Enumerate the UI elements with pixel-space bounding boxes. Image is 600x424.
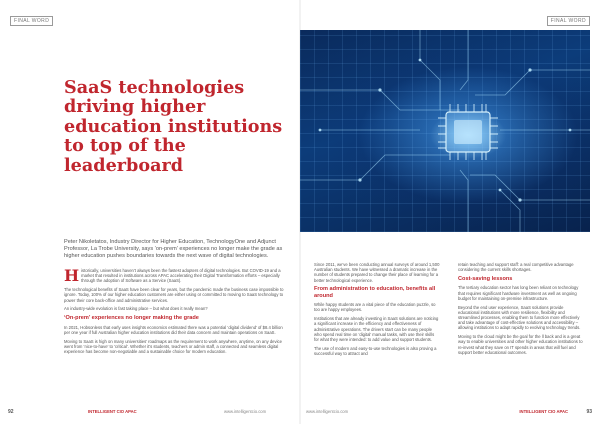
body-paragraph: Moving to SaaS is high on many universities’ roadmaps as the requirement to work anywhere, anytime, on any device went from ‘nice-to-have’ to ‘critical’. Whether it’s students, teachers or admin staff, a connected and seamless digital experience has become non-negotiable and a sustainable choice for modern education. <box>64 338 282 355</box>
section-tag: FINAL WORD <box>10 16 53 26</box>
footer-site-left: www.intelligentcio.com <box>224 409 267 414</box>
article-byline: Peter Nikoletatos, Industry Director for Higher Education, TechnologyOne and Adjunct Professor, La Trobe University, says ‘on-prem’ experiences no longer make the grade as higher education pushes boundaries towards the next wave of digital technologies. <box>64 239 283 259</box>
right-page <box>300 0 600 424</box>
body-paragraph: In 2021, Hobsonless that early uses insights economics estimated there was a potential ‘digital dividend’ of $8.4 billion per one year if full Australian higher education institutions did their data concern and maintain operations on SaaS. <box>64 324 283 335</box>
body-paragraph: Institutions that are already investing in SaaS solutions are noticing a significant increase in the efficiency and effectiveness of administrative operations. The drivers start can be many people who spend real time on ‘digital’ manual tasks, with use their skills for what they were intended: to add value and support students. <box>314 316 439 343</box>
body-paragraph: The use of modern and easy-to-use technologies is also proving a successful way to attract and <box>314 345 437 357</box>
body-paragraph: Since 2011, we’ve been conducting annual surveys of around 1,500 Australian students. We have witnessed a dramatic increase in the number of students prepared to change their place of learning for a better technological experience. <box>314 262 440 283</box>
body-paragraph: The technological benefits of SaaS have been clear for years, but the pandemic made the business case impossible to ignore. Today, 100% of our higher education customers are either using or committed to moving to SaaS technology to power their core back-office and administrative services. <box>64 287 284 303</box>
circuit-traces <box>300 30 590 232</box>
subheading: From administration to education, benefits all around <box>314 286 436 299</box>
body-paragraph: An industry-wide evolution is fast taking place – but what does it really mean? <box>64 306 208 312</box>
body-paragraph: While happy students are a vital piece of the education puzzle, so too are happy employees. <box>314 302 436 313</box>
subheading: ‘On-prem’ experiences no longer making the grade <box>64 315 199 322</box>
footer-site-right: www.intelligentcio.com <box>306 409 349 414</box>
subheading: Cost-saving lessons <box>458 276 513 282</box>
left-body-column <box>64 268 289 358</box>
page-number-right: 93 <box>586 409 592 415</box>
article-headline: SaaS technologies driving higher education institutions to top of the leaderboard <box>64 77 283 176</box>
section-tag-right: FINAL WORD <box>547 16 590 26</box>
right-body-column-2 <box>458 262 586 359</box>
drop-cap: H <box>64 266 80 285</box>
circuit-board-image <box>300 30 590 232</box>
body-paragraph: The tertiary education sector has long been reliant on technology that requires significant hardware investment as well as ongoing budget for maintaining on-premise infrastructure. <box>458 285 579 301</box>
intro-paragraph: Historically, universities haven’t always been the fastest adopters of digital technologies. But COVID-19 and a market that resulted in institutions across APAC accelerating their Digital Transformation efforts – especially through the adoption of Software as a Service (SaaS). <box>64 266 281 285</box>
page-number-left: 92 <box>8 409 14 415</box>
right-body-column-1 <box>314 262 440 360</box>
footer-issue-right: INTELLIGENT CIO APAC <box>519 409 568 414</box>
body-paragraph: retain teaching and support staff: a real competitive advantage considering the current skills shortages. <box>458 262 574 273</box>
body-paragraph: Beyond the end user experience, SaaS solutions provide educational institutions with more resilience, flexibility and streamlined processes, enabling them to function more effectively and take advantage of cost-effective solutions and accessibility – allowing institutions to adapt rapidly to evolving technology trends. <box>458 304 581 331</box>
body-paragraph: Moving to the cloud might be the goal for the ll back and is a great way to enable universities and other higher education institutions to re-invest what they save on IT spends in areas that will fuel and support better educational outcomes. <box>458 334 583 355</box>
footer-issue-left: INTELLIGENT CIO APAC <box>88 409 137 414</box>
